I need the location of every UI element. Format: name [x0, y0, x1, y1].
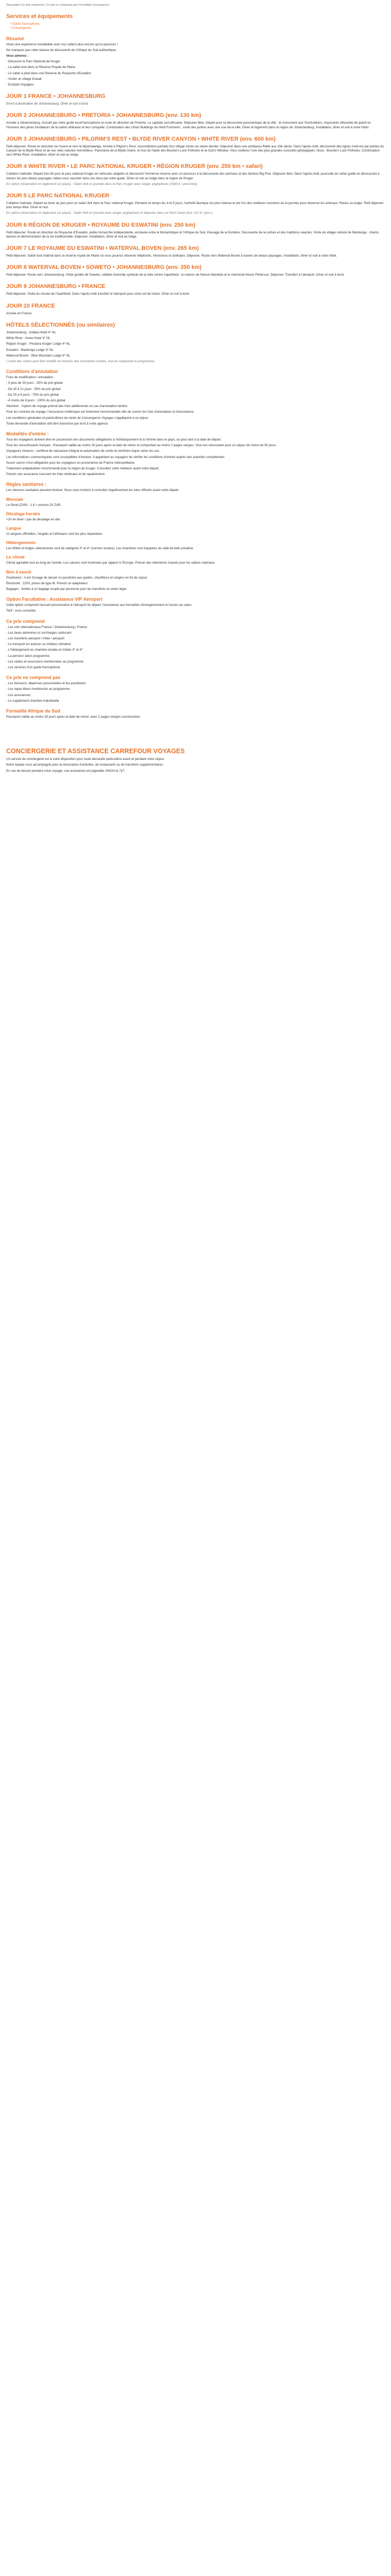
- prix-comprend-item: - Les visites et excursions mentionnées au programme: [6, 659, 84, 664]
- bon-savoir-title: Bon à savoir: [6, 569, 32, 574]
- assurances-paragraph: Les conditions générales et particulières de vente de Convergence Voyages s'appliquent à ce séjour.: [6, 416, 149, 420]
- resume-paragraph: Ne manquez pas cette séance de découverte de l'Afrique du Sud authentique.: [6, 48, 117, 52]
- assurances-paragraph: Toute demande d'annulation doit être transmise par écrit à votre agence.: [6, 421, 109, 426]
- langue-text: 11 langues officielles, l'anglais et l'afrikaans sont les plus répandues.: [6, 532, 103, 536]
- prix-ne-comprend-list: [6, 682, 385, 703]
- day-3-title: JOUR 3 JOHANNESBURG • PILGRIM'S REST • BLYDE RIVER CANYON • WHITE RIVER (env. 600 km): [6, 135, 276, 142]
- sante-paragraph: Prévoir une assurance couvrant les frais médicaux et de rapatriement.: [6, 472, 106, 477]
- hotels-title: HÔTELS SÉLECTIONNÉS (ou similaires): [6, 321, 115, 328]
- vous-aimerez-item: - Le safari à pied dans une Réserve du Royaume d'Eswatini: [6, 71, 91, 75]
- day-1-body: Envol à destination de Johannesburg. Dîner et nuit à bord.: [6, 102, 89, 106]
- day-8-title: JOUR 8 WATERVAL BOVEN • SOWETO • JOHANNESBURG (env. 350 km): [6, 264, 202, 271]
- modalites-paragraph: Tous les voyageurs doivent être en possession des documents obligatoires à l'embarquement et à l'entrée dans le pays, au plus tard à la date de départ.: [6, 437, 222, 442]
- modalites-paragraph: Pour les ressortissants français : Passeport valide au moins 30 jours après la date de retour et comportant au moins 2 pages vierges. Visa non nécessaire pour un séjour de moins de 90 jours.: [6, 444, 277, 448]
- vous-aimerez-list: [6, 60, 385, 87]
- hebergements-text: Les hôtels et lodges sélectionnés sont de catégorie 3* et 4* (normes locales). Les chambres sont équipées de salle de bain privative.: [6, 547, 194, 551]
- resume-title: Résumé: [6, 36, 24, 41]
- day-6-body: Petit déjeuner. Route en direction du Royaume d'Eswatini, petite monarchie indépendante, enclavée entre le Mozambique et l'Afrique du Sud. Passage de la frontière. Découverte de la culture et des traditions swazies. Visite du village culturel de Mantenga : chants, danses et démonstration de la vie traditionnelle. Déjeuner. Installation, dîner et nuit au lodge.: [6, 230, 380, 239]
- monnaie-title: Monnaie: [6, 497, 24, 502]
- conciergerie-paragraph: Un service de conciergerie est à votre disposition pour toute demande particulière avant et pendant votre séjour.: [6, 757, 165, 761]
- monnaie-text: Le Rand (ZAR) : 1 € = environ 20 ZAR.: [6, 503, 62, 507]
- services-title: Services et équipements: [6, 13, 73, 20]
- prix-ne-comprend-item: - Le supplément chambre individuelle: [6, 699, 59, 703]
- hotels-note: L'ordre des visites peut être modifié en fonction des contraintes locales, tout en respectant le programme.: [6, 359, 155, 363]
- bon-savoir-paragraph: Pourboires : il est d'usage de laisser un pourboire aux guides, chauffeurs et rangers en fin de séjour.: [6, 575, 148, 580]
- vous-aimerez-item: - Découvrir le Parc National de Kruger: [6, 60, 60, 64]
- formalites-text: Passeport valide au moins 30 jours après la date de retour, avec 2 pages vierges consécutives.: [6, 715, 141, 719]
- prix-comprend-list: [6, 625, 385, 670]
- conditions-paragraph: Frais de modification / annulation :: [6, 376, 55, 380]
- option-paragraph: Cette option comprend l'accueil personnalisé à l'aéroport de départ, l'assistance aux formalités d'enregistrement et l'accès au salon.: [6, 603, 192, 607]
- day-5-body: Collation matinale. Départ au lever du jour pour un safari 4x4 dans le Parc national Kruger. Pendant ce temps les 4 et 5 jours, l'activité faunique est plus intense et est l'un des meilleurs moments de la journée pour observer les animaux. Retour au lodge. Petit déjeuner puis temps libre. Dîner et nuit.: [6, 201, 384, 210]
- sante-paragraph: Aucun vaccin n'est obligatoire pour les voyageurs en provenance de France métropolitaine.: [6, 461, 136, 465]
- day-6-title: JOUR 6 RÉGION DE KRUGER • ROYAUME DU ESWATINI (env. 250 km): [6, 222, 196, 228]
- langue-title: Langue: [6, 526, 22, 531]
- day-9-body: Petit déjeuner. Visite du musée de l'Apartheid. Dans l'après-midi transfert à l'aéroport pour votre vol de retour. Dîner et nuit à bord.: [6, 292, 190, 296]
- conditions-paragraph: Attention : l'option de voyage prévoit des frais additionnels en cas d'annulation tardive.: [6, 404, 128, 409]
- modalites-title: Modalités d'entrée :: [6, 431, 49, 436]
- day-10-title: JOUR 10 FRANCE: [6, 302, 55, 309]
- day-2-body: Arrivée à Johannesburg. Accueil par votre guide local francophone et route en direction de Pretoria. Le capitale sud-africaine. Déjeuner libre. Départ pour la découverte panoramique de la ville : le monument aux Voortrekkers, imposante silhouette de granit en l'honneur des pères fondateurs de la nation afrikaner et leur conquête. Continuation des Union Buildings de Herb Fortmann ; visite des jardins avec une vue de la ville. Dîner et logement dans la région de Johannesburg. Installation, dîner et nuit à votre hôtel.: [6, 121, 371, 129]
- prix-comprend-item: - Les services d'un guide francophone: [6, 666, 60, 670]
- option-paragraph: Tarif : nous consulter.: [6, 609, 37, 613]
- regles-paragraph: Les mesures sanitaires peuvent évoluer. Nous vous invitons à consulter régulièrement les sites officiels avant votre départ.: [6, 488, 180, 493]
- formalites-title: Formalité Afrique du Sud: [6, 708, 60, 714]
- bon-savoir-paragraph: Bagages : limités à un bagage souple par personne pour les transferts en avion léger.: [6, 587, 127, 591]
- conditions-paragraph: - De 20 à 8 jours : 75% du prix global: [6, 393, 59, 397]
- day-9-title: JOUR 9 JOHANNESBURG • FRANCE: [6, 283, 106, 290]
- hebergements-title: Hébergements: [6, 540, 36, 546]
- option-title: Option Facultative : Assistance VIP Aéroport: [6, 597, 103, 602]
- hotel-item: Région Kruger : Pestana Kruger Lodge 4* NL: [6, 342, 71, 346]
- resume-paragraph: Vivez une expérience inoubliable avec nos safaris plus encore qu'un parcours !: [6, 42, 118, 46]
- day-1-title: JOUR 1 FRANCE • JOHANNESBURG: [6, 93, 106, 100]
- climat-text: Climat agréable tout au long de l'année. Les saisons sont inversées par rapport à l'Europe. Prévoir des vêtements chauds pour les safaris matinaux.: [6, 561, 216, 565]
- prix-ne-comprend-item: - Les repas libres mentionnés au programme: [6, 687, 70, 691]
- day-7-title: JOUR 7 LE ROYAUME DU ESWATINI • WATERVAL BOVEN (env. 265 km): [6, 245, 199, 252]
- services-list: [6, 22, 385, 30]
- hotel-item: Waterval Boven : Blue Mountain Lodge 4* NL: [6, 353, 71, 358]
- service-item: • Guide francophone: [10, 22, 385, 26]
- conditions-paragraph: - À plus de 30 jours : 25% du prix global: [6, 381, 63, 385]
- breadcrumb: Description Ce prix comprend / Ce prix ne comprend pas Formalités Convergence: [6, 4, 109, 7]
- day-4-title: JOUR 4 WHITE RIVER • LE PARC NATIONAL KRUGER • RÉGION KRUGER (env. 250 km • safari): [6, 163, 263, 170]
- prix-comprend-item: - L'hébergement en chambre double en hôtels 3* et 4*: [6, 648, 83, 652]
- vous-aimerez-item: - Excitant Voyageur: [6, 83, 34, 87]
- modalites-paragraph: Voyageurs mineurs : certificat de naissance intégral et autorisation de sortie du territoire requis selon les cas.: [6, 449, 160, 453]
- sante-paragraph: Traitement antipaludéen recommandé pour la région du Kruger. Consultez votre médecin avant votre départ.: [6, 466, 160, 470]
- service-item: • Convergence: [10, 26, 385, 30]
- day-7-body: Petit déjeuner. Safari-tout matinal dans la réserve royale de Hlane où vous pourrez observer éléphants, rhinocéros et antilopes. Déjeuner. Route vers Waterval Boven à travers de beaux paysages. Installation, dîner et nuit à votre hôtel.: [6, 254, 337, 258]
- assurances-paragraph: Pour les contrats de voyage, l'assurance multirisque est fortement recommandée afin de couvrir les frais d'annulation et d'assistance.: [6, 410, 194, 414]
- hotel-item: White River : Anew Hotel 3* NL: [6, 336, 51, 341]
- prix-ne-comprend-item: - Les boissons, dépenses personnelles et les pourboires: [6, 682, 86, 686]
- day-4-duration: (env. 250 km • safari): [207, 163, 263, 170]
- conditions-paragraph: - De 30 à 21 jours : 50% du prix global: [6, 387, 61, 391]
- vous-aimerez-item: - La safari-tout dans la Réserve Royale de Hlane: [6, 65, 75, 70]
- prix-ne-comprend-title: Ce prix ne comprend pas: [6, 675, 61, 681]
- bon-savoir-paragraph: Électricité : 220V, prises de type M. Prévoir un adaptateur.: [6, 581, 89, 585]
- decalage-text: +1h en hiver / pas de décalage en été.: [6, 517, 61, 521]
- conciergerie-paragraph: Notre équipe vous accompagne pour la réservation d'activités, de restaurants ou de transferts supplémentaires.: [6, 763, 164, 767]
- vous-aimerez-title: Vous aimerez :: [6, 54, 29, 58]
- day-7-duration: (env. 265 km): [163, 245, 199, 252]
- day-4-option: En option (réservation et règlement sur place) : Safari 4x4 en journée dans le Parc Kruger avec ranger anglophone (1590 € / personne).: [6, 182, 198, 186]
- day-3-body: Petit déjeuner. Route en direction de l'ouest et vers le Mpumalanga. Arrivée à Pilgrim's Rest, reconstitution parfaite d'un village minier du siècle dernier. Déjeuner dans une ambiance fidèle aux 19e siècle. Dans l'après-midi, découverte des lignes nord-est par parties du Canyon de la Blyde River et de ses sites naturels merveilleux. Panorama de la Blyde rivière, le trou de l'épée des Bourke's Luck Potholes et la God's Window. Vous visiterez l'une des plus grandes curiosités géologiques. Nous : Bourke's Luck Potholes. Continuation vers White River. Installation, dîner et nuit au lodge.: [6, 144, 384, 157]
- prix-comprend-item: - Les taxes aériennes et surcharges carburant: [6, 631, 72, 635]
- prix-comprend-item: - Les vols internationaux France / Johannesburg / France: [6, 625, 87, 629]
- day-4-body: Collation matinale. Départ très tôt pour le parc national Kruger en véhicules adaptés et découvrez l'immense réserve avec un parcours à la découverte des animaux et des fameux Big Five. Déjeuner libre. Dans l'après-midi, poursuite du safari guidé en découvrant à travers les plus beaux paysages, faites-vous raconter dans ses lieux par votre guide. Dîner et nuit au lodge dans la région de Kruger.: [6, 172, 380, 180]
- conditions-title: Conditions d'annulation: [6, 369, 58, 375]
- hotels-list: [6, 331, 385, 358]
- prix-comprend-item: - Le transport en autocar ou minibus climatisé: [6, 642, 71, 647]
- regles-title: Règles sanitaires :: [6, 482, 46, 487]
- day-2-duration: (env. 130 km): [166, 112, 201, 119]
- modalites-paragraph: Les informations communiquées sont susceptibles d'évoluer. Il appartient au voyageur de vérifier les conditions d'entrée auprès des autorités compétentes.: [6, 455, 225, 459]
- day-3-duration: (env. 600 km): [240, 135, 276, 142]
- climat-title: Le climat: [6, 555, 25, 560]
- prix-ne-comprend-item: - Les assurances: [6, 693, 31, 697]
- day-5-title: JOUR 5 LE PARC NATIONAL KRUGER: [6, 193, 109, 199]
- day-2-title: JOUR 2 JOHANNESBURG • PRETORIA • JOHANNESBURG (env. 130 km): [6, 112, 201, 119]
- hotel-item: Johannesburg : Indaba Hotel 4* NL: [6, 330, 56, 334]
- conditions-paragraph: - À moins de 8 jours : 100% du prix global: [6, 398, 66, 402]
- day-5-option: En option (réservation et règlement sur place) : Safari 4x4 en journée avec ranger anglophone et déjeuner dans un Rest Camp (env. 110 € / pers.).: [6, 211, 214, 215]
- conciergerie-paragraph: En cas de besoin pendant votre voyage, une assistance est joignable 24h/24 et 7j/7.: [6, 769, 125, 773]
- hotel-item: Eswatini : Mantenga Lodge 3* NL: [6, 348, 54, 352]
- conciergerie-title: CONCIERGERIE ET ASSISTANCE CARREFOUR VOYAGES: [6, 748, 185, 755]
- decalage-title: Décalage horaire: [6, 511, 40, 516]
- prix-comprend-title: Ce prix comprend: [6, 618, 45, 624]
- day-10-body: Arrivée en France.: [6, 311, 32, 315]
- prix-comprend-item: - Les transferts aéroport / hôtel / aéroport: [6, 637, 64, 640]
- day-8-body: Petit déjeuner. Route vers Johannesburg. Visite guidée de Soweto, célèbre township symbole de la lutte contre l'apartheid : la maison de Nelson Mandela et le mémorial Hector Pieterson. Déjeuner. Transfert à l'aéroport. Dîner et nuit à bord.: [6, 273, 345, 277]
- page: [0, 0, 391, 780]
- spacer: [6, 721, 385, 741]
- day-6-duration: (env. 250 km): [159, 222, 196, 228]
- vous-aimerez-item: - Visiter un village Eswati: [6, 77, 42, 81]
- prix-comprend-item: - La pension selon programme: [6, 654, 50, 658]
- day-8-duration: (env. 350 km): [166, 264, 202, 271]
